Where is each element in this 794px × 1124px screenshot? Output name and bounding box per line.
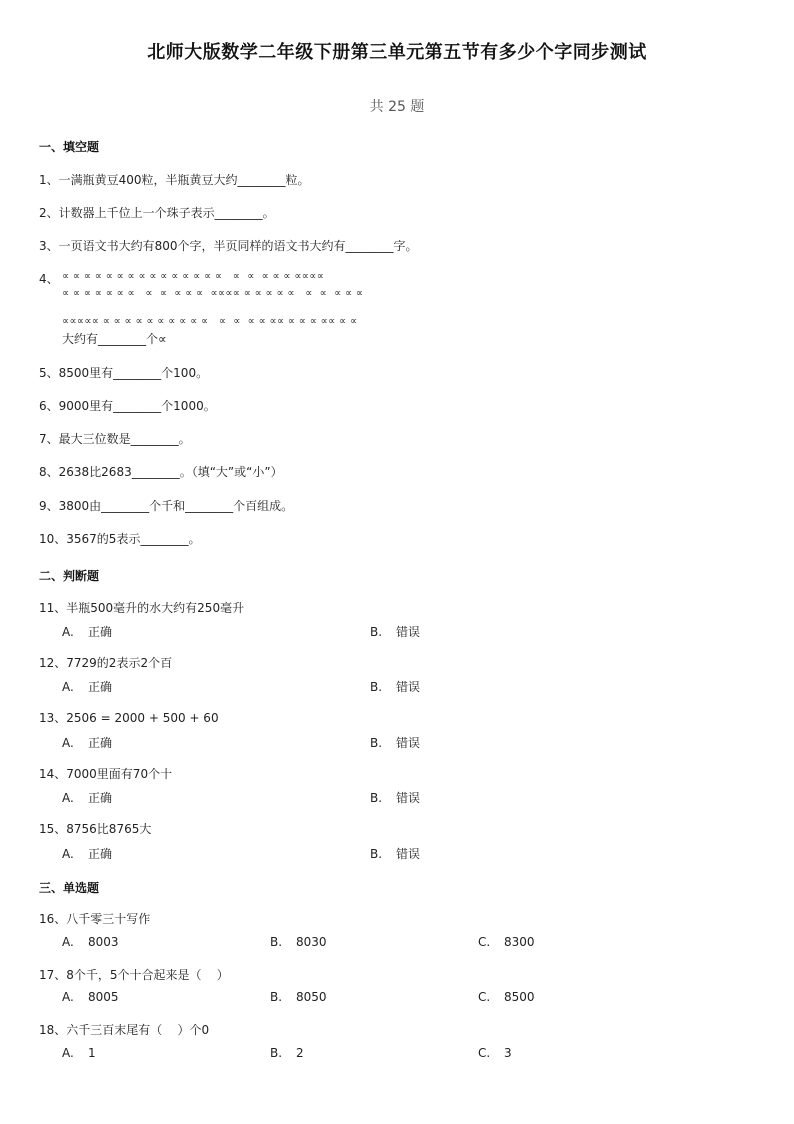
option-b[interactable]: [370, 623, 420, 640]
question-6: 6、9000里有________个1000。: [39, 399, 216, 413]
option-text: 正确: [88, 791, 113, 805]
option-label: A.: [62, 847, 74, 861]
question-11: 11、半瓶500毫升的水大约有250毫升: [39, 601, 245, 615]
option-a[interactable]: [62, 1046, 96, 1060]
section-heading-choice: 三、单选题: [39, 881, 100, 895]
q4-symbol-row-2: ∝ ∝ ∝ ∝ ∝ ∝ ∝ ∝ ∝ ∝ ∝ ∝ ∝∝∝∝ ∝ ∝ ∝ ∝ ∝ ∝ ∝ ∝ ∝ ∝: [62, 288, 364, 299]
option-text: 8500: [504, 990, 535, 1004]
option-c[interactable]: [478, 1046, 512, 1060]
option-text: 8005: [88, 990, 119, 1004]
question-15: 15、8756比8765大: [39, 822, 152, 836]
option-b[interactable]: [370, 789, 420, 806]
question-14: 14、7000里面有70个十: [39, 767, 173, 781]
question-1: 1、一满瓶黄豆400粒，半瓶黄豆大约________粒。: [39, 173, 310, 187]
option-a[interactable]: [62, 678, 112, 695]
option-text: 正确: [88, 847, 113, 861]
q4-symbol-row-1: ∝ ∝ ∝ ∝ ∝ ∝ ∝ ∝ ∝ ∝ ∝ ∝ ∝ ∝ ∝ ∝ ∝ ∝ ∝ ∝ ∝∝∝∝: [62, 271, 325, 282]
option-a[interactable]: [62, 789, 112, 806]
question-8: 8、2638比2683________。（填“大”或“小”）: [39, 465, 283, 479]
option-text: 3: [504, 1046, 512, 1060]
option-text: 8003: [88, 935, 119, 949]
option-text: 8050: [296, 990, 327, 1004]
question-9: 9、3800由________个千和________个百组成。: [39, 499, 294, 513]
option-label: A.: [62, 625, 74, 639]
option-label: C.: [478, 990, 491, 1004]
option-b[interactable]: [370, 678, 420, 695]
option-a[interactable]: [62, 623, 112, 640]
option-a[interactable]: [62, 935, 119, 949]
option-label: A.: [62, 791, 74, 805]
question-13: 13、2506 = 2000 + 500 + 60: [39, 711, 219, 725]
option-text: 8300: [504, 935, 535, 949]
option-text: 错误: [396, 847, 421, 861]
question-count: 共 25 题: [369, 99, 425, 115]
question-2: 2、计数器上千位上一个珠子表示________。: [39, 206, 275, 220]
option-label: A.: [62, 990, 74, 1004]
option-text: 错误: [396, 625, 421, 639]
option-label: C.: [478, 935, 491, 949]
option-label: B.: [370, 791, 383, 805]
option-label: A.: [62, 1046, 74, 1060]
option-text: 正确: [88, 625, 113, 639]
document-title: 北师大版数学二年级下册第三单元第五节有多少个字同步测试: [147, 42, 647, 63]
option-b[interactable]: [270, 935, 327, 949]
option-text: 正确: [88, 680, 113, 694]
option-label: B.: [270, 1046, 283, 1060]
question-4: 4、: [39, 272, 59, 286]
q4-symbol-row-3: ∝∝∝∝∝ ∝ ∝ ∝ ∝ ∝ ∝ ∝ ∝ ∝ ∝ ∝ ∝ ∝ ∝ ∝∝ ∝ ∝ ∝ ∝∝ ∝ ∝: [62, 316, 358, 327]
option-label: A.: [62, 736, 74, 750]
option-c[interactable]: [478, 990, 535, 1004]
option-label: B.: [370, 847, 383, 861]
option-b[interactable]: [270, 1046, 304, 1060]
option-c[interactable]: [478, 935, 535, 949]
question-16: 16、八千零三十写作: [39, 912, 151, 926]
option-label: A.: [62, 935, 74, 949]
section-heading-judge: 二、判断题: [39, 569, 100, 583]
section-heading-fill: 一、填空题: [39, 140, 100, 154]
option-label: B.: [370, 736, 383, 750]
option-text: 8030: [296, 935, 327, 949]
option-a[interactable]: [62, 845, 112, 862]
option-label: B.: [370, 680, 383, 694]
option-label: C.: [478, 1046, 491, 1060]
question-18: 18、六千三百末尾有（ ）个0: [39, 1023, 210, 1037]
option-text: 错误: [396, 791, 421, 805]
option-a[interactable]: [62, 734, 112, 751]
option-a[interactable]: [62, 990, 119, 1004]
option-text: 正确: [88, 736, 113, 750]
question-3: 3、一页语文书大约有800个字，半页同样的语文书大约有________字。: [39, 239, 418, 253]
option-label: B.: [270, 990, 283, 1004]
option-text: 2: [296, 1046, 304, 1060]
question-17: 17、8个千，5个十合起来是（ ）: [39, 968, 229, 982]
q4-text: 大约有________个∝: [62, 332, 167, 346]
option-b[interactable]: [370, 734, 420, 751]
option-b[interactable]: [270, 990, 327, 1004]
question-5: 5、8500里有________个100。: [39, 366, 209, 380]
question-7: 7、最大三位数是________。: [39, 432, 191, 446]
option-label: B.: [270, 935, 283, 949]
option-label: A.: [62, 680, 74, 694]
option-text: 1: [88, 1046, 96, 1060]
question-12: 12、7729的2表示2个百: [39, 656, 173, 670]
option-text: 错误: [396, 680, 421, 694]
option-text: 错误: [396, 736, 421, 750]
option-b[interactable]: [370, 845, 420, 862]
option-label: B.: [370, 625, 383, 639]
question-10: 10、3567的5表示________。: [39, 532, 201, 546]
